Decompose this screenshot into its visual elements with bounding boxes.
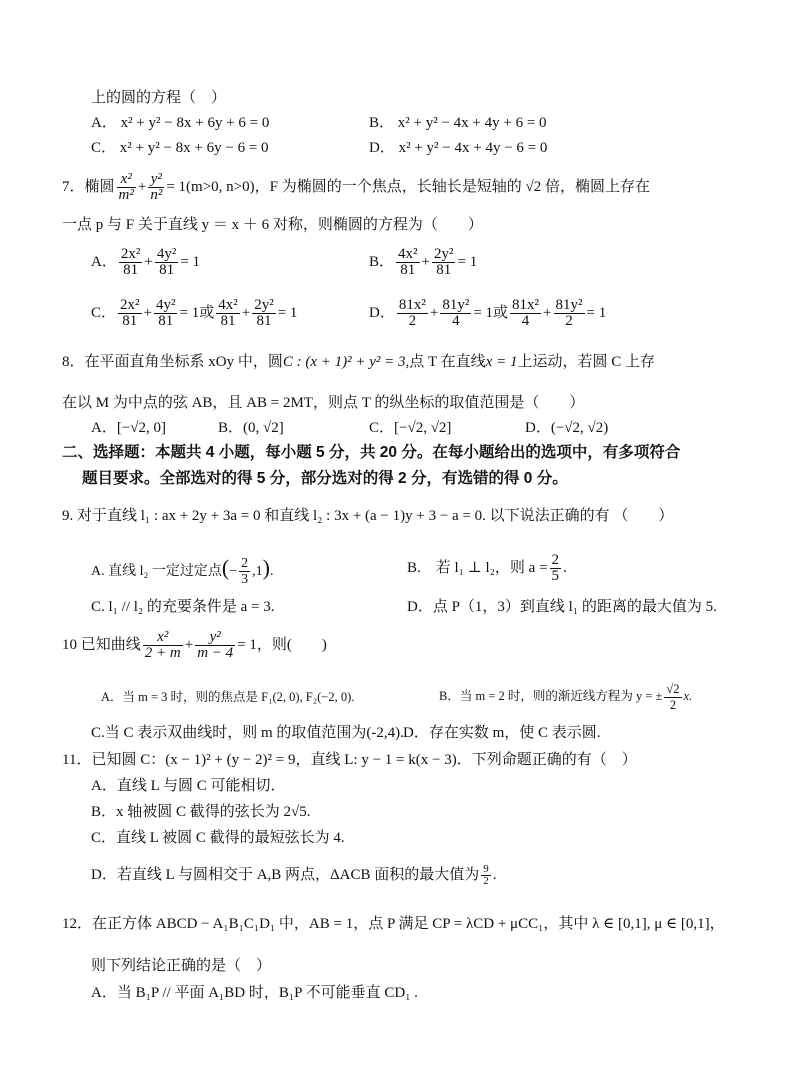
q10-option-c: C.当 C 表示双曲线时，则 m 的取值范围为(-2,4). [91, 725, 404, 741]
q9-stem: 9. 对于直线 l₁ : ax + 2y + 3a = 0 和直线 l₂ : 3x + (a − 1)y + 3 − a = 0. 以下说法正确的有 （ ） [62, 508, 674, 524]
q7-option-d: D． $\frac{\text{81x²}}{2}$ + $\frac{\text{81y²}}{4}$ = 1或 $\frac{\text{81x²}}{4}$ + $\frac{\text{81y²}}{2}$ = 1 [369, 297, 607, 330]
q6-option-a: A． x² + y² − 8x + 6y + 6 = 0 [91, 115, 270, 131]
q9-option-c: C. l₁ // l₂ 的充要条件是 a = 3. [91, 599, 275, 615]
q8-circle: C : (x + 1)² + y² = 3, [282, 354, 410, 370]
q11-option-c: C．直线 L 被圆 C 截得的最短弦长为 4. [91, 830, 345, 846]
q11-stem: 11．已知圆 C：(x − 1)² + (y − 2)² = 9，直线 L: y − 1 = k(x − 3)．下列命题正确的有（ ） [62, 752, 637, 768]
q9-option-d: D．点 P（1，3）到直线 l₁ 的距离的最大值为 5. [407, 599, 717, 615]
q7-number: 7．椭圆 [62, 179, 115, 195]
q7-stem: 7．椭圆 $\frac{\text{x²}}{\text{m²}}$ + $\frac{\text{y²}}{\text{n²}}$ = 1(m>0, n>0)，F 为椭圆的一个焦点，长轴长是短轴的 √2 倍，椭圆上存在 [62, 171, 650, 204]
q6-continuation: 上的圆的方程（ ） [91, 90, 227, 106]
q7-frac-y: $\frac{\text{y²}}{\text{n²}}$ [150, 171, 163, 204]
q7-condition: = 1(m>0, n>0)，F 为椭圆的一个焦点，长轴长是短轴的 √2 倍，椭圆上存在 [166, 179, 650, 195]
q10-option-b: B．当 m = 2 时，则的渐近线方程为 y = ± $\frac{√2}{2}$ x. [439, 681, 693, 712]
q12-stem: 12．在正方体 ABCD − A₁B₁C₁D₁ 中，AB = 1，点 P 满足 CP = λCD + μCC₁，其中 λ ∈ [0,1], μ ∈ [0,1]， [62, 916, 725, 932]
q7-frac-x: $\frac{\text{x²}}{\text{m²}}$ [118, 171, 134, 204]
q7-line2: 一点 p 与 F 关于直线 y ＝ x ＋ 6 对称，则椭圆的方程为（ ） [62, 217, 483, 233]
q8-option-c: C．[−√2, √2] [369, 420, 452, 436]
q9-option-b: B. 若 l₁ ⊥ l₂，则 a = $\frac{2}{5}$ . [407, 552, 567, 585]
q6-option-d: D． x² + y² − 4x + 4y − 6 = 0 [369, 140, 548, 156]
q11-option-d: D．若直线 L 与圆相交于 A,B 两点，ΔACB 面积的最大值为 $\frac{9}{2}$ . [91, 863, 497, 888]
section2-line2: 题目要求。全部选对的得 5 分，部分选对的得 2 分，有选错的得 0 分。 [82, 470, 568, 487]
q8-option-d: D．(−√2, √2) [525, 420, 609, 436]
q10-option-d: D．存在实数 m，使 C 表示圆. [403, 725, 601, 741]
q10-stem: 10 已知曲线 $\frac{\text{x²}}{2 + m}$ + $\frac{\text{y²}}{m - 4}$ = 1，则( ) [62, 629, 327, 662]
q7-option-c: C． $\frac{\text{2x²}}{81}$ + $\frac{\text{4y²}}{81}$ = 1或 $\frac{\text{4x²}}{81}$ + $\frac{\text{2y²}}{81}$ = 1 [91, 297, 298, 330]
q8-line2: 在以 M 为中点的弦 AB，且 AB = 2MT，则点 T 的纵坐标的取值范围是（ ） [62, 395, 585, 411]
q7-option-b: B． $\frac{\text{4x²}}{81}$ + $\frac{\text{2y²}}{81}$ = 1 [369, 246, 478, 279]
q11-option-a: A．直线 L 与圆 C 可能相切． [91, 778, 286, 794]
q9-option-a: A. 直线 l₂ 一定过定点(− $\frac{2}{3}$ ,1). [91, 555, 274, 588]
q6-option-b: B． x² + y² − 4x + 4y + 6 = 0 [369, 115, 547, 131]
q12-option-a: A．当 B₁P // 平面 A₁BD 时，B₁P 不可能垂直 CD₁ . [91, 985, 418, 1001]
q7-option-a: A． $\frac{\text{2x²}}{81}$ + $\frac{\text{4y²}}{81}$ = 1 [91, 246, 201, 279]
q8-option-a: A．[−√2, 0] [91, 420, 167, 436]
section2-line1: 二、选择题：本题共 4 小题，每小题 5 分，共 20 分。在每小题给出的选项中，有多项符合 [62, 444, 681, 461]
q11-option-b: B．x 轴被圆 C 截得的弦长为 2√5. [91, 804, 311, 820]
q8-line1: 8．在平面直角坐标系 xOy 中，圆C : (x + 1)² + y² = 3,点 T 在直线x = 1上运动，若圆 C 上存 [62, 354, 655, 370]
q10-option-a: A．当 m = 3 时，则的焦点是 F₁(2, 0), F₂(−2, 0). [101, 690, 355, 704]
q8-option-b: B．(0, √2] [218, 420, 284, 436]
q6-option-c: C． x² + y² − 8x + 6y − 6 = 0 [91, 140, 269, 156]
q12-line2: 则下列结论正确的是（ ） [91, 958, 272, 974]
